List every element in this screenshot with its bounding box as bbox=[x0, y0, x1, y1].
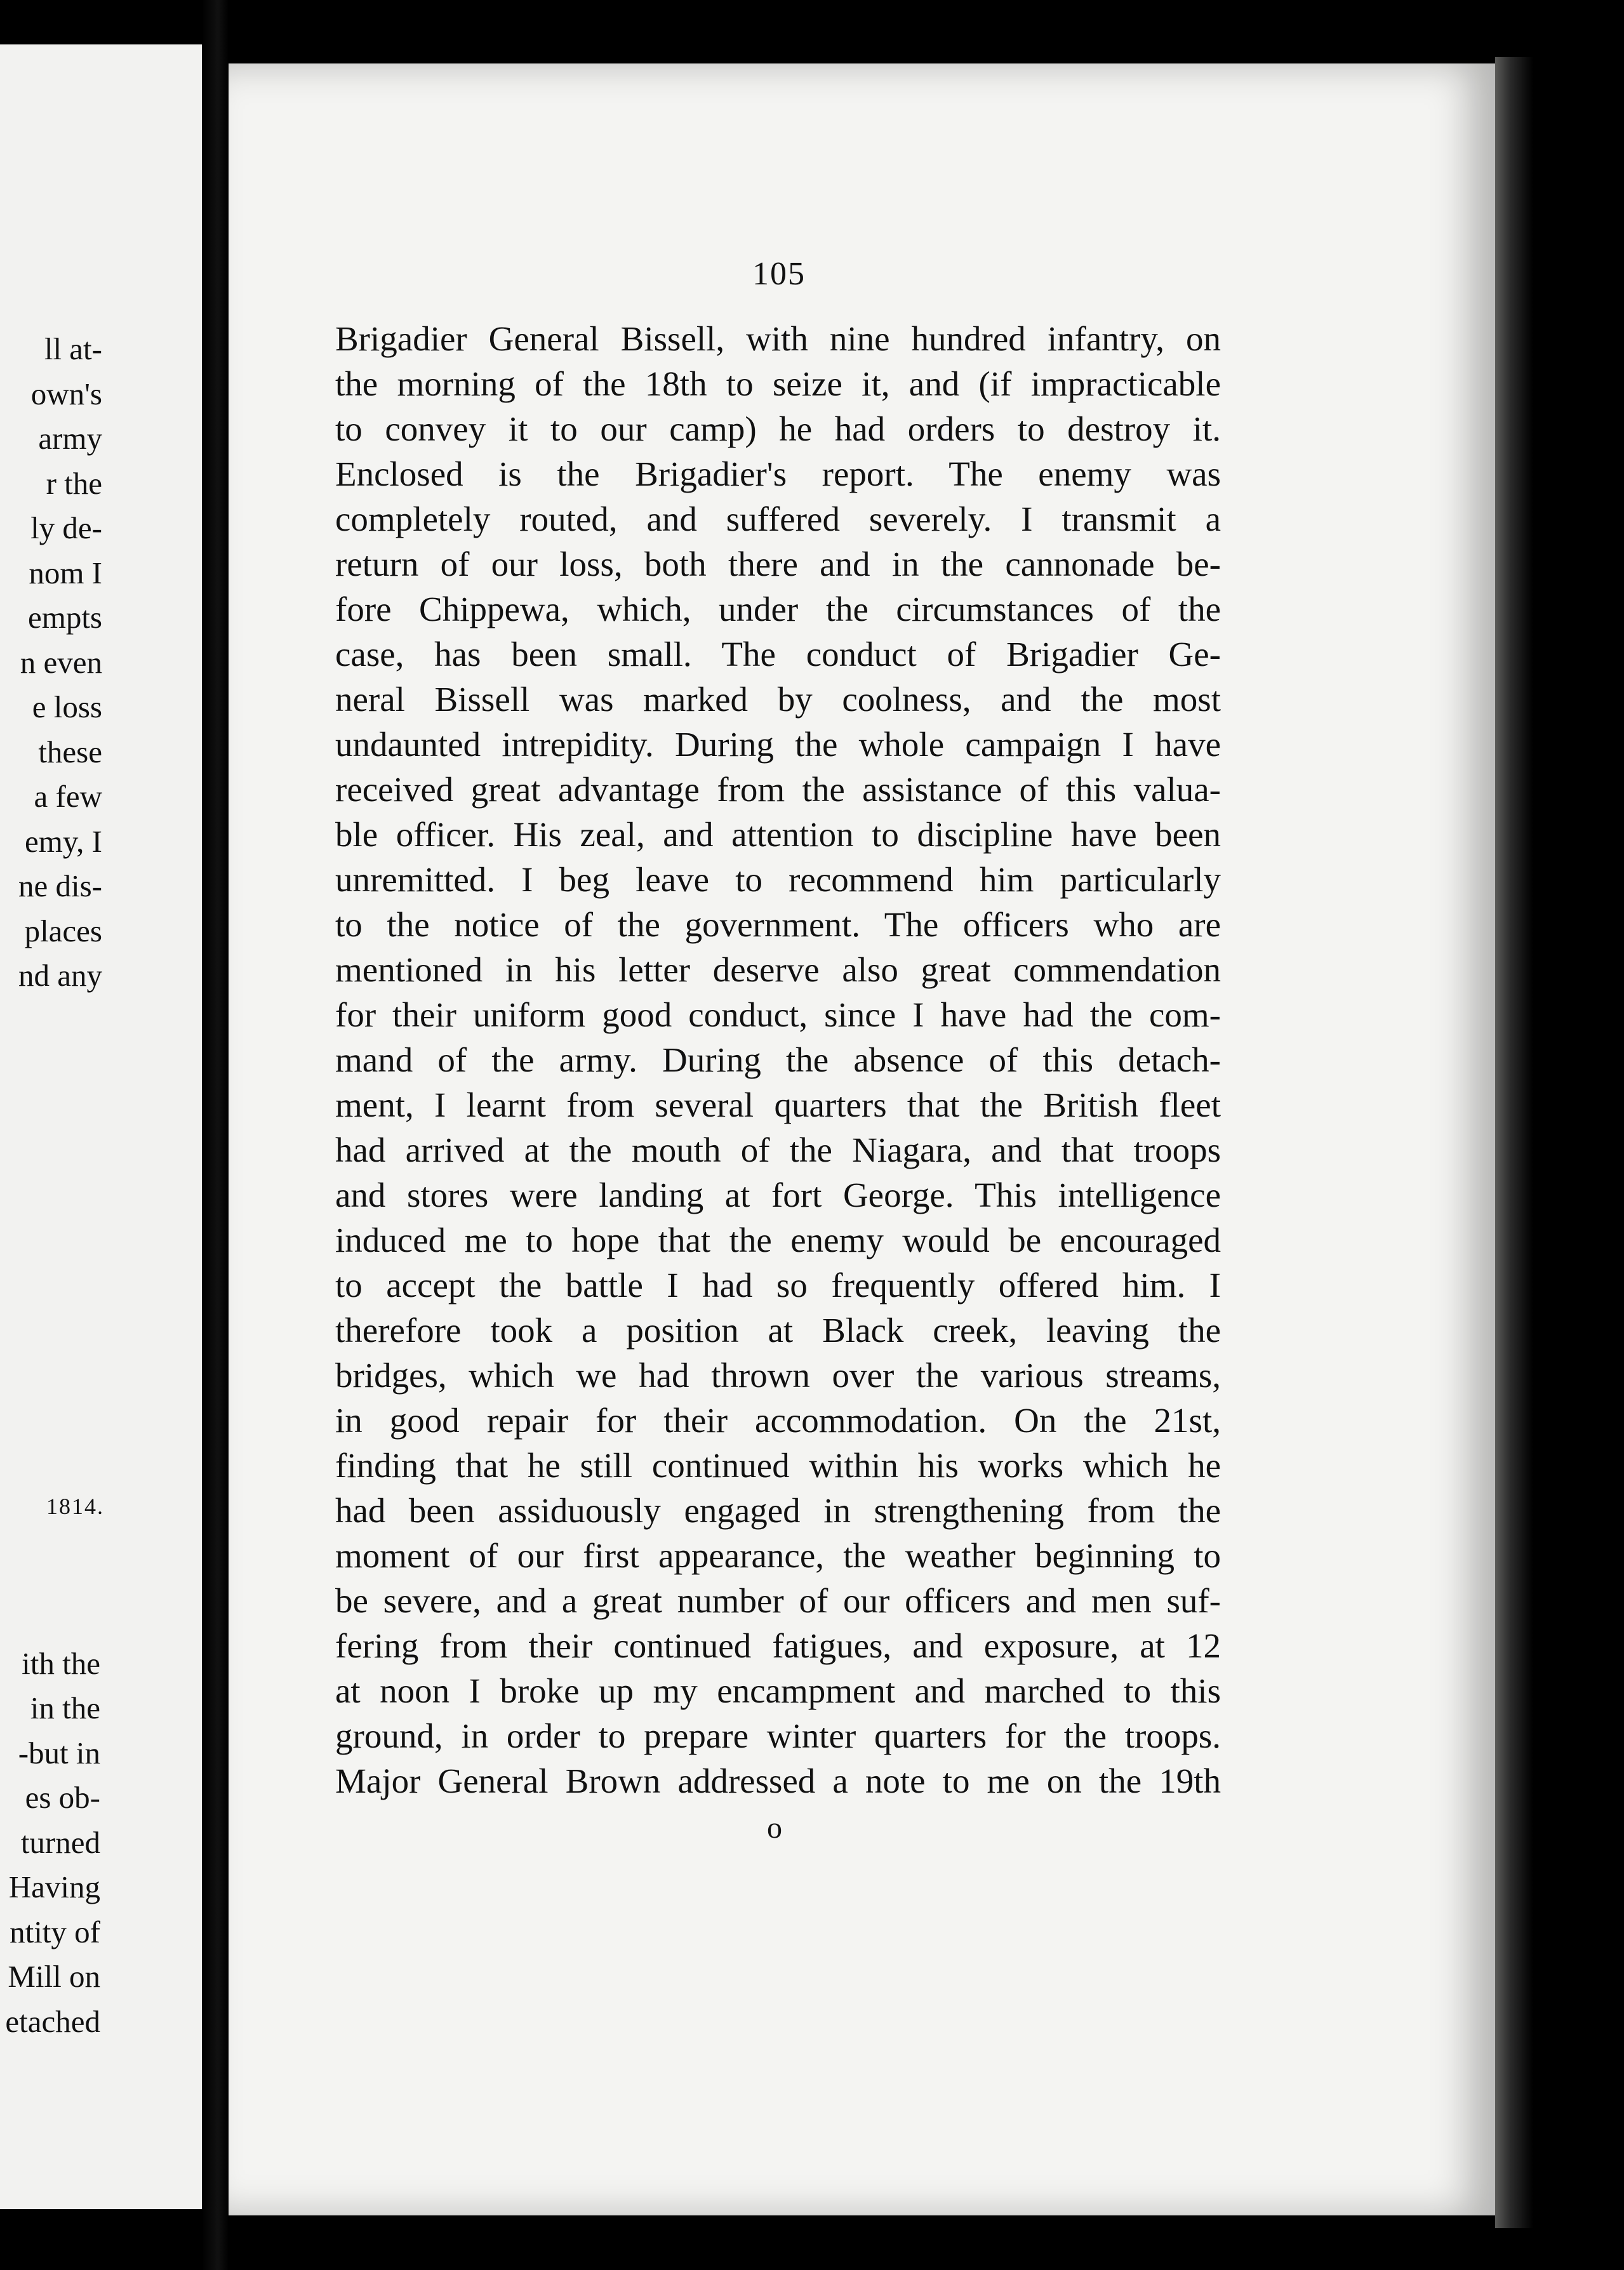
previous-page-line: in the bbox=[30, 1690, 100, 1725]
signature-mark: o bbox=[767, 1811, 782, 1845]
body-text bbox=[335, 316, 1221, 1803]
text-line: received great advantage from the assistance of this valua- bbox=[335, 770, 1221, 809]
page-edge bbox=[1495, 57, 1533, 2228]
text-line: Enclosed is the Brigadier's report. The enemy was bbox=[335, 455, 1221, 493]
previous-page-line: es ob- bbox=[25, 1780, 100, 1815]
previous-page-line: ith the bbox=[22, 1645, 100, 1681]
text-line: to accept the battle I had so frequently offered him. I bbox=[335, 1266, 1221, 1304]
previous-page-line: ne dis- bbox=[18, 868, 102, 903]
text-line: and stores were landing at fort George. This intelligence bbox=[335, 1176, 1221, 1214]
book-gutter bbox=[202, 0, 229, 2270]
previous-page-line: emy, I bbox=[25, 823, 102, 859]
text-line: Brigadier General Bissell, with nine hundred infantry, on bbox=[335, 319, 1221, 358]
previous-page-line: n even bbox=[20, 644, 102, 680]
previous-page bbox=[0, 44, 202, 2209]
text-line: the morning of the 18th to seize it, and (if impracticable bbox=[335, 364, 1221, 403]
previous-page-line: ll at- bbox=[44, 331, 102, 366]
text-line: ble officer. His zeal, and attention to discipline have been bbox=[335, 815, 1221, 854]
text-line: return of our loss, both there and in the cannonade be- bbox=[335, 545, 1221, 583]
previous-page-line: nom I bbox=[29, 555, 102, 590]
text-line: finding that he still continued within his works which he bbox=[335, 1446, 1221, 1485]
text-line: bridges, which we had thrown over the various streams, bbox=[335, 1356, 1221, 1395]
previous-page-text-top bbox=[0, 327, 202, 999]
year-heading: 1814. bbox=[46, 1494, 104, 1519]
text-line: therefore took a position at Black creek, leaving the bbox=[335, 1311, 1221, 1350]
text-line: unremitted. I beg leave to recommend him particularly bbox=[335, 860, 1221, 899]
previous-page-line: these bbox=[38, 734, 102, 769]
previous-page-line: a few bbox=[34, 779, 102, 814]
text-line: completely routed, and suffered severely. I transmit a bbox=[335, 500, 1221, 538]
text-line: induced me to hope that the enemy would be encouraged bbox=[335, 1221, 1221, 1259]
text-line: for their uniform good conduct, since I have had the com- bbox=[335, 995, 1221, 1034]
text-line: to the notice of the government. The officers who are bbox=[335, 905, 1221, 944]
text-line: ground, in order to prepare winter quarters for the troops. bbox=[335, 1716, 1221, 1755]
previous-page-line: places bbox=[24, 913, 102, 948]
previous-page-line: r the bbox=[46, 465, 102, 501]
text-line: neral Bissell was marked by coolness, and the most bbox=[335, 680, 1221, 719]
previous-page-line: etached bbox=[5, 2003, 100, 2039]
text-line: in good repair for their accommodation. On the 21st, bbox=[335, 1401, 1221, 1440]
text-line: to convey it to our camp) he had orders to destroy it. bbox=[335, 409, 1221, 448]
text-line: mand of the army. During the absence of this detach- bbox=[335, 1040, 1221, 1079]
text-line: Major General Brown addressed a note to me on the 19th bbox=[335, 1762, 1221, 1800]
text-line: had been assiduously engaged in strengthening from the bbox=[335, 1491, 1221, 1530]
text-line: undaunted intrepidity. During the whole campaign I have bbox=[335, 725, 1221, 764]
text-line: moment of our first appearance, the weather beginning to bbox=[335, 1536, 1221, 1575]
text-line: fering from their continued fatigues, and exposure, at 12 bbox=[335, 1626, 1221, 1665]
previous-page-text-bottom bbox=[0, 1395, 202, 2044]
previous-page-line: ly de- bbox=[30, 510, 102, 545]
previous-page-line: own's bbox=[30, 376, 102, 411]
previous-page-line: nd any bbox=[18, 958, 102, 993]
text-line: had arrived at the mouth of the Niagara, and that troops bbox=[335, 1131, 1221, 1169]
previous-page-line: Having bbox=[8, 1869, 100, 1904]
page-number: 105 bbox=[752, 256, 806, 292]
text-line: mentioned in his letter deserve also great commendation bbox=[335, 950, 1221, 989]
previous-page-line: -but in bbox=[18, 1735, 100, 1770]
text-line: fore Chippewa, which, under the circumstances of the bbox=[335, 590, 1221, 628]
previous-page-line: ntity of bbox=[10, 1914, 100, 1949]
text-line: be severe, and a great number of our officers and men suf- bbox=[335, 1581, 1221, 1620]
text-line: ment, I learnt from several quarters that the British fleet bbox=[335, 1085, 1221, 1124]
previous-page-line: e loss bbox=[32, 689, 102, 724]
previous-page-line: Mill on bbox=[8, 1959, 100, 1994]
previous-page-line: empts bbox=[27, 600, 102, 635]
text-line: at noon I broke up my encampment and marched to this bbox=[335, 1671, 1221, 1710]
previous-page-line: turned bbox=[20, 1824, 100, 1860]
previous-page-line: army bbox=[38, 421, 102, 456]
text-line: case, has been small. The conduct of Brigadier Ge- bbox=[335, 635, 1221, 674]
